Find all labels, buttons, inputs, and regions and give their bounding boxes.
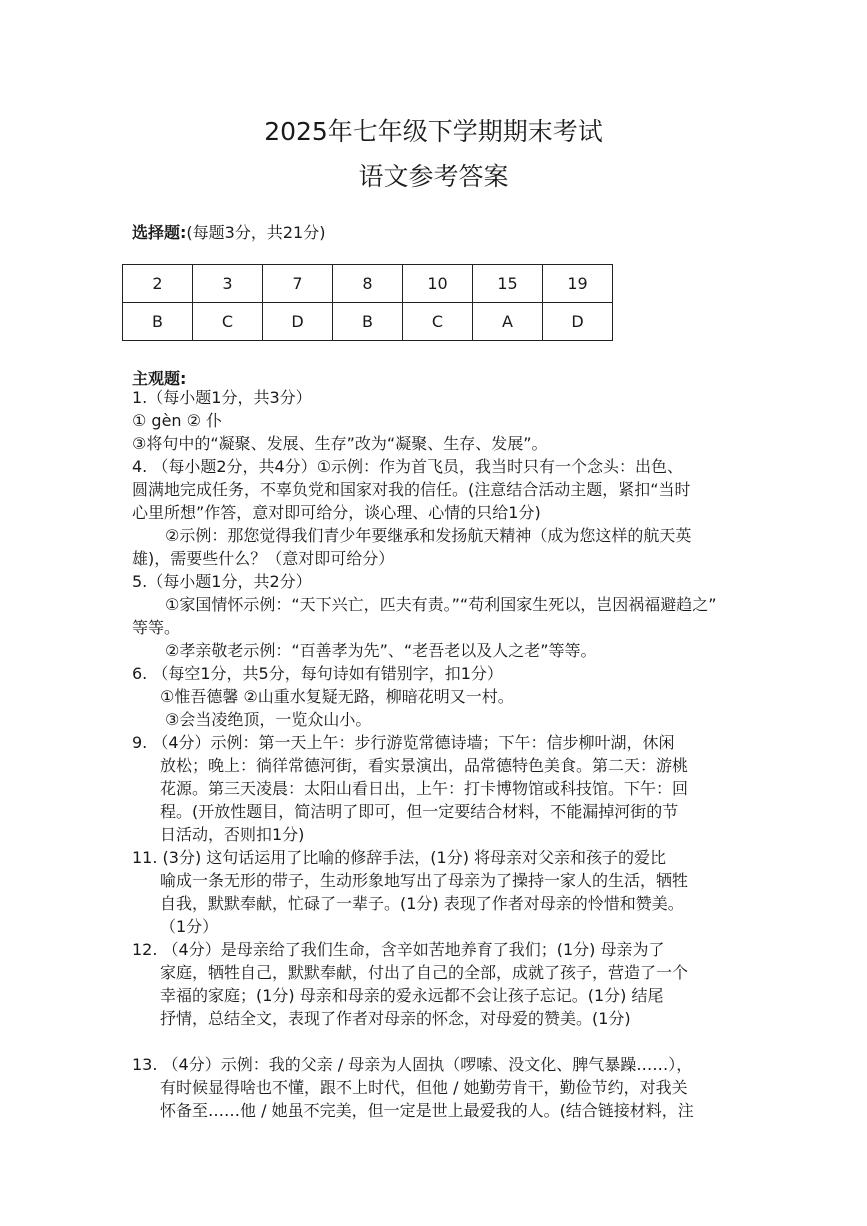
choice-label: 选择题: xyxy=(132,223,187,242)
answer-line: 放松；晚上：徜徉常德河街，看实景演出，品常德特色美食。第二天：游桃 xyxy=(160,756,689,775)
answer-line: ③将句中的“凝聚、发展、生存”改为“凝聚、生存、发展”。 xyxy=(132,434,548,453)
question-number: 15 xyxy=(473,265,543,303)
answer-line: 花源。第三天凌晨：太阳山看日出，上午：打卡博物馆或科技馆。下午：回 xyxy=(160,779,689,798)
page-title: 2025年七年级下学期期末考试 xyxy=(264,117,603,146)
question-number: 2 xyxy=(123,265,193,303)
answer-line: 1.（每小题1分，共3分） xyxy=(132,388,312,407)
answer-line: 喻成一条无形的带子，生动形象地写出了母亲为了操持一家人的生活，牺牲 xyxy=(160,871,689,890)
answer-line: 圆满地完成任务，不辜负党和国家对我的信任。(注意结合活动主题，紧扣“当时 xyxy=(132,480,691,499)
choice-section-heading xyxy=(132,220,325,243)
answer-line: 程。(开放性题目，简洁明了即可，但一定要结合材料，不能漏掉河街的节 xyxy=(160,802,679,821)
answer-cell: A xyxy=(473,303,543,341)
answer-cell: B xyxy=(123,303,193,341)
answer-line: 11. (3分) 这句话运用了比喻的修辞手法，(1分) 将母亲对父亲和孩子的爱比 xyxy=(132,848,667,867)
page-subtitle: 语文参考答案 xyxy=(358,162,509,191)
question-number: 7 xyxy=(263,265,333,303)
answer-line: 等等。 xyxy=(132,618,181,637)
answer-line: （1分） xyxy=(160,917,219,936)
question-number: 19 xyxy=(543,265,613,303)
answer-cell: D xyxy=(543,303,613,341)
answer-row xyxy=(123,303,613,341)
answer-cell: C xyxy=(193,303,263,341)
question-number: 8 xyxy=(333,265,403,303)
answer-cell: D xyxy=(263,303,333,341)
answer-line: ②示例：那您觉得我们青少年要继承和发扬航天精神（成为您这样的航天英 xyxy=(165,526,692,545)
choice-note: (每题3分，共21分) xyxy=(186,223,326,242)
answer-line: 6. （每空1分，共5分，每句诗如有错别字，扣1分） xyxy=(132,664,503,683)
answer-line: 怀备至……他 / 她虽不完美，但一定是世上最爱我的人。(结合链接材料，注 xyxy=(160,1101,694,1120)
answer-line: 自我，默默奉献，忙碌了一辈子。(1分) 表现了作者对母亲的怜惜和赞美。 xyxy=(160,894,684,913)
answer-line: 12. （4分）是母亲给了我们生命，含辛如苦地养育了我们；(1分) 母亲为了 xyxy=(132,940,665,959)
answer-line: ① gèn ② 仆 xyxy=(132,411,223,430)
answer-line: 家庭，牺牲自己，默默奉献，付出了自己的全部，成就了孩子，营造了一个 xyxy=(160,963,689,982)
answer-line: 雄)，需要些什么？（意对即可给分） xyxy=(132,549,395,568)
answer-line: ③会当凌绝顶，一览众山小。 xyxy=(165,710,372,729)
answer-cell: B xyxy=(333,303,403,341)
answer-line: 9. （4分）示例：第一天上午：步行游览常德诗墙；下午：信步柳叶湖，休闲 xyxy=(132,733,675,752)
answer-table xyxy=(122,264,613,341)
question-number-row xyxy=(123,265,613,303)
answer-cell: C xyxy=(403,303,473,341)
answer-line: ①惟吾德馨 ②山重水复疑无路，柳暗花明又一村。 xyxy=(160,687,514,706)
answer-line: 幸福的家庭；(1分) 母亲和母亲的爱永远都不会让孩子忘记。(1分) 结尾 xyxy=(160,986,664,1005)
answer-line: 4. （每小题2分，共4分）①示例：作为首飞员，我当时只有一个念头：出色、 xyxy=(132,457,684,476)
answer-line: ①家国情怀示例：“天下兴亡，匹夫有责。”“苟利国家生死以，岂因祸福避趋之” xyxy=(165,595,717,614)
answer-line: 心里所想”作答，意对即可给分，谈心理、心情的只给1分) xyxy=(132,503,541,522)
answer-line: 13. （4分）示例：我的父亲 / 母亲为人固执（啰嗦、没文化、脾气暴躁……）， xyxy=(132,1055,693,1074)
answer-line: ②孝亲敬老示例：“百善孝为先”、“老吾老以及人之老”等等。 xyxy=(165,641,597,660)
answer-line: 有时候显得啥也不懂，跟不上时代，但他 / 她勤劳肯干，勤俭节约，对我关 xyxy=(160,1078,688,1097)
subjective-label: 主观题: xyxy=(132,369,187,388)
answer-line: 5.（每小题1分，共2分） xyxy=(132,572,312,591)
answer-line: 抒情，总结全文，表现了作者对母亲的怀念，对母爱的赞美。(1分) xyxy=(160,1009,631,1028)
answer-line: 日活动，否则扣1分) xyxy=(160,825,305,844)
question-number: 10 xyxy=(403,265,473,303)
question-number: 3 xyxy=(193,265,263,303)
subjective-section-heading xyxy=(132,366,186,389)
